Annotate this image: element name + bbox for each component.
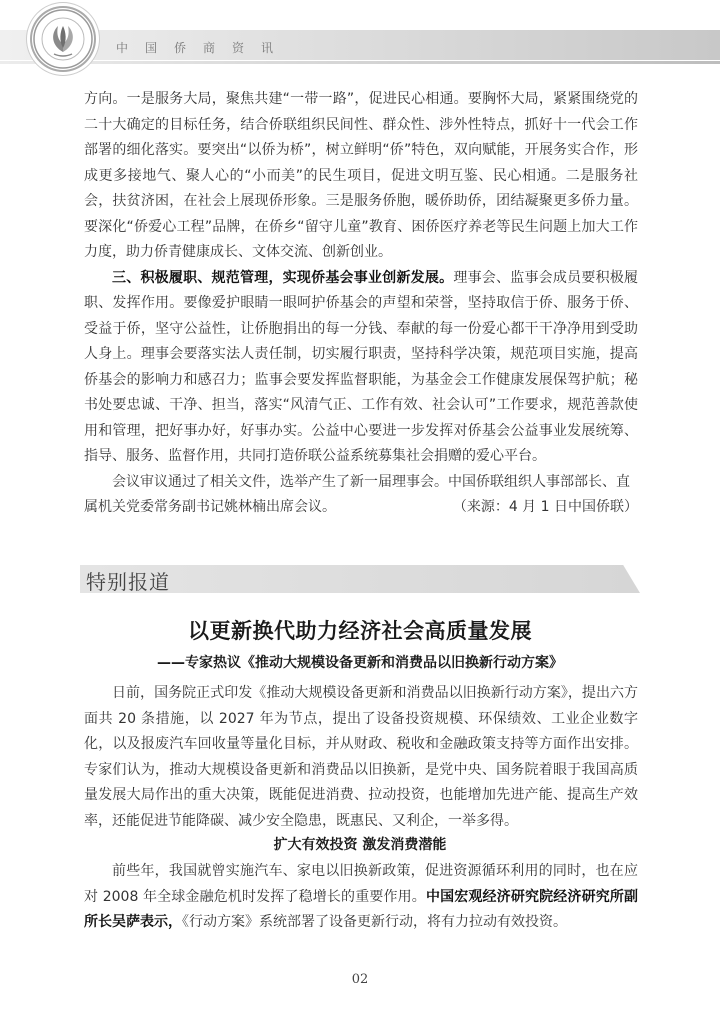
meeting-attendance-line (84, 495, 638, 521)
article-body (84, 859, 638, 936)
magazine-title: 中国侨商资讯 (116, 41, 291, 55)
article-subheading: 扩大有效投资 激发消费潜能 (273, 837, 447, 853)
expert-attribution: 中国宏观经济研究院经济研究所副所长吴萨表示， (84, 888, 639, 930)
paragraph-services: 方向。一是服务大局，聚焦共建“一带一路”，促进民心相通。要胸怀大局，紧紧围绕党的二十大确定的目标任务，结合侨联组织民间性、群众性、涉外性特点，抓好十一代会工作部署的细化落实。要突出“以侨为桥”，树立鲜明“侨”特色，双向赋能，开展务实合作，形成更多接地气、聚人心的“小而美”的民生项目，促进文明互鉴、民心相通。二是服务社会，扶贫济困，在社会上展现侨形象。三是服务侨胞，暖侨助侨，团结凝聚更多侨力量。要深化“侨爱心工程”品牌，在侨乡“留守儿童”教育、困侨医疗养老等民生问题上加大工作力度，助力侨青健康成长、文体交流、创新创业。 (84, 91, 638, 260)
paragraph-article-body-start: 前些年，我国就曾实施汽车、家电以旧换新政策，促进资源循环利用的同时，也在应对 2008 年全球金融危机时发挥了稳增长的重要作用。 (84, 863, 638, 905)
paragraph-governance-heading: 三、积极履职、规范管理，实现侨基会事业创新发展。 (112, 269, 454, 286)
paragraph-governance-body: 理事会、监事会成员要积极履职、发挥作用。要像爱护眼睛一眼呵护侨基会的声望和荣誉，坚持取信于侨、服务于侨、受益于侨，坚守公益性，让侨胞捐出的每一分钱、奉献的每一份爱心都干干净净用到受助人身上。理事会要落实法人责任制，切实履行职责，坚持科学决策，规范项目实施，提高侨基会的影响力和感召力；监事会要发挥监督职能，为基金会工作健康发展保驾护航；秘书处要忠诚、干净、担当，落实“风清气正、工作有效、社会认可”工作要求，规范善款使用和管理，把好事办好，好事办实。公益中心要进一步发挥对侨基会公益事业发展统筹、指导、服务、监督作用，共同打造侨联公益系统募集社会捐赠的爱心平台。 (84, 269, 639, 464)
paragraph-article-intro: 日前，国务院正式印发《推动大规模设备更新和消费品以旧换新行动方案》，提出六方面共 20 条措施，以 2027 年为节点，提出了设备投资规模、环保绩效、工业企业数字化，以及报废汽车回收量等量化目标，并从财政、税收和金融政策支持等方面作出安排。专家们认为，推动大规模设备更新和消费品以旧换新，是党中央、国务院着眼于我国高质量发展大局作出的重大决策，既能促进消费、拉动投资，也能增加先进产能、提高生产效率，还能促进节能降碳、减少安全隐患，既惠民、又利企，一举多得。 (84, 685, 638, 829)
paragraph-meeting-result: 会议审议通过了相关文件，选举产生了新一届理事会。中国侨联组织人事部部长、直 (112, 473, 630, 490)
article-intro (84, 681, 638, 834)
section-title: 特别报道 (86, 570, 170, 594)
magazine-logo (32, 8, 94, 70)
paragraph-article-body (84, 859, 638, 936)
source-citation: （来源：4 月 1 日中国侨联） (452, 499, 638, 515)
article-subtitle: ——专家热议《推动大规模设备更新和消费品以旧换新行动方案》 (157, 655, 563, 671)
top-section (84, 87, 638, 521)
meeting-attendance-text: 属机关党委常务副书记姚林楠出席会议。 (84, 499, 336, 515)
logo-emblem-icon (32, 8, 94, 70)
paragraph-article-body-end: 《行动方案》系统部署了设备更新行动，将有力拉动有效投资。 (182, 914, 567, 930)
header-band (0, 30, 720, 60)
paragraph-governance (84, 266, 638, 470)
article-title: 以更新换代助力经济社会高质量发展 (188, 619, 532, 643)
page-number: 02 (351, 972, 369, 987)
